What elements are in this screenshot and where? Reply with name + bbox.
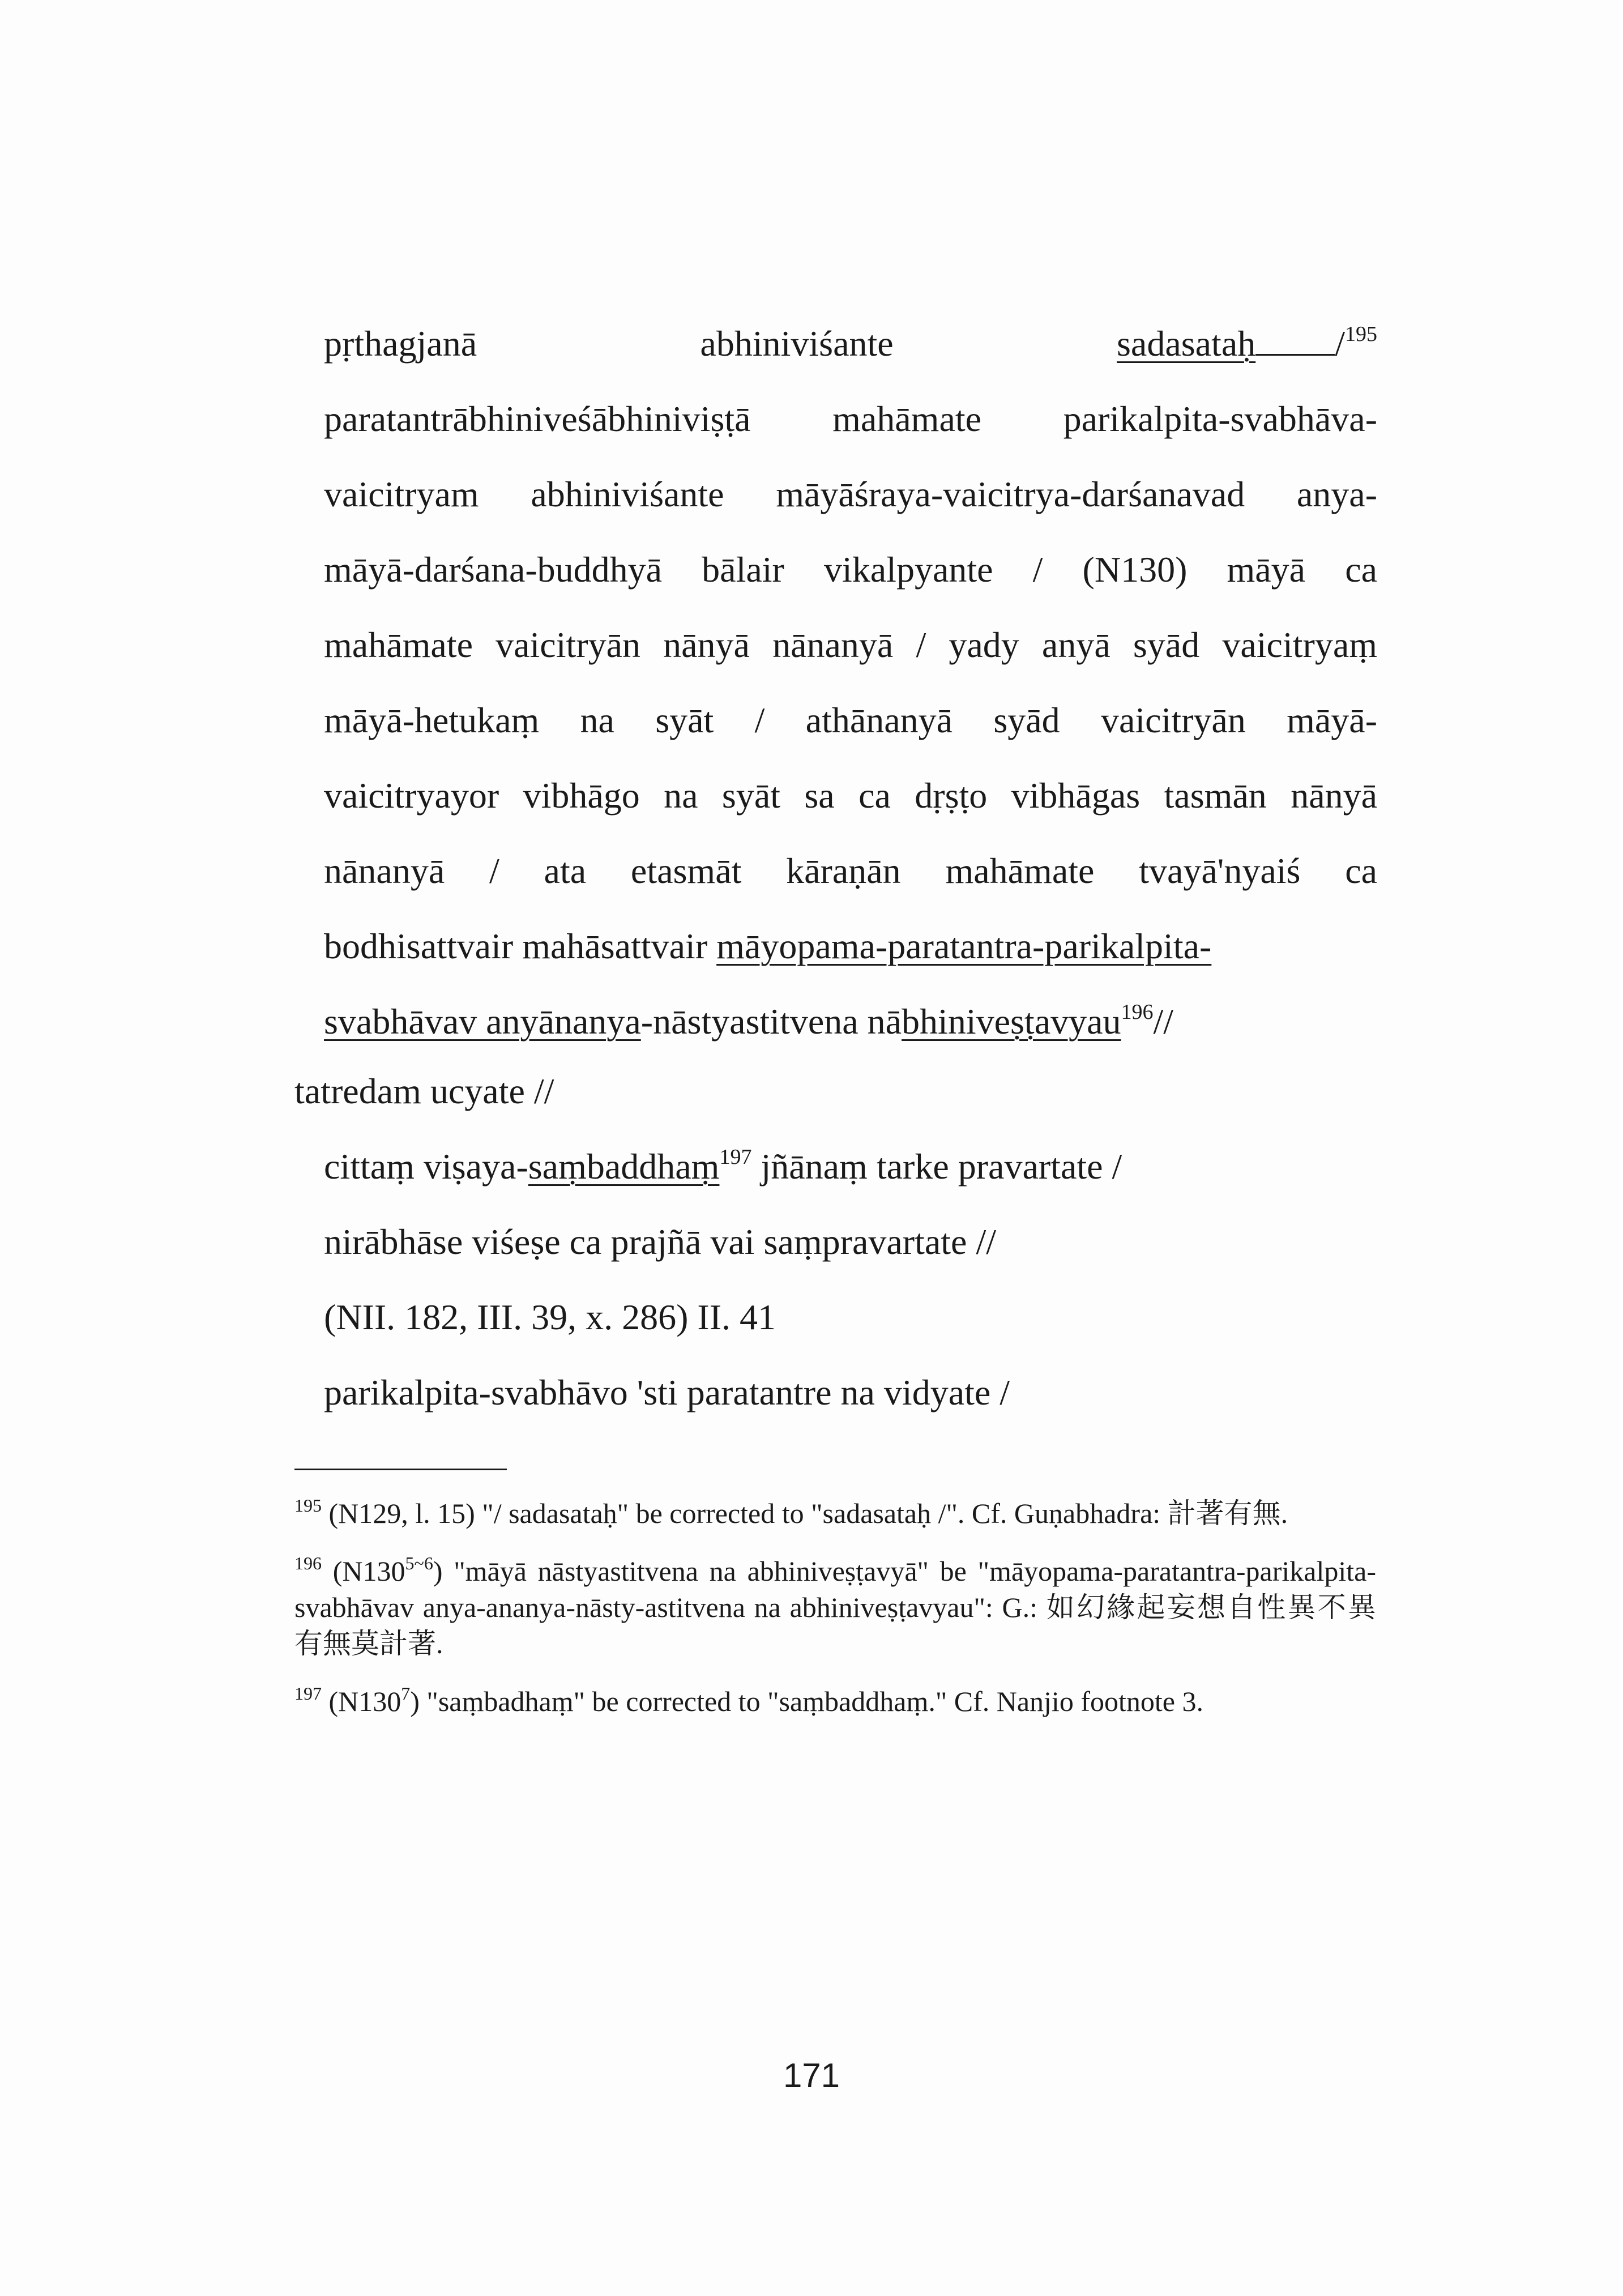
text-line: māyā-darśana-buddhyā bālair vikalpyante / (N130) māyā ca [324,549,1377,590]
page-number: 171 [783,2056,840,2094]
footnote-ref-lines: 5~6 [405,1553,433,1573]
footnote-text: ) "māyā nāstyastitvena na abhiniveṣṭavyā" be "māyopama-paratantra-parikalpita-svabhāvav anya-ananya-nāsty-astitvena na abhiniveṣṭavyau": G.: 如幻緣起妄想自性異不異有無莫計著. [294,1555,1376,1659]
text-run: cittaṃ viṣaya- [324,1146,528,1187]
text-line: mahāmate vaicitryān nānyā nānanyā / yady anyā syād vaicitryaṃ [324,625,1377,665]
word: pṛthagjanā [324,323,477,364]
underlined-compound: svabhāvav anyānanya [324,1001,641,1042]
text-run: jñānaṃ tarke pravartate / [751,1146,1122,1187]
underlined-compound: māyopama-paratantra-parikalpita- [716,926,1212,966]
text-line [324,908,1377,984]
verse-block [294,1053,1370,1430]
footnote-number: 195 [294,1495,322,1516]
danda: / [1335,323,1345,364]
footnote-196 [294,1553,1376,1662]
footnotes [294,1495,1376,1741]
verse-line: nirābhāse viśeṣe ca prajñā vai saṃpravartate // [324,1222,996,1262]
word: abhiniviśante [700,323,894,364]
text-line: vaicitryam abhiniviśante māyāśraya-vaicitrya-darśanavad anya- [324,474,1377,514]
underlined-word: saṃbaddhaṃ [528,1146,720,1187]
text-run: -nāstyastitvena nā [640,1001,902,1042]
double-danda: // [1153,1001,1174,1042]
footnote-text: (N129, l. 15) "/ sadasataḥ" be corrected to "sadasataḥ /". Cf. Guṇabhadra: 計著有無. [322,1497,1288,1529]
footnote-number: 196 [294,1553,322,1573]
footnote-text: ) "saṃbadhaṃ" be corrected to "saṃbaddhaṃ." Cf. Nanjio footnote 3. [410,1685,1203,1717]
text-line: nānanyā / ata etasmāt kāraṇān mahāmate tvayā'nyaiś ca [324,851,1377,891]
footnote-ref-195[interactable]: 195 [1345,322,1377,346]
footnote-ref-196[interactable]: 196 [1121,1000,1154,1024]
text-line: vaicitryayor vibhāgo na syāt sa ca dṛṣṭo vibhāgas tasmān nānyā [324,775,1377,816]
verse-line [294,1129,1370,1204]
text-line: paratantrābhiniveśābhiniviṣṭā mahāmate parikalpita-svabhāva- [324,399,1377,439]
footnote-197 [294,1683,1376,1719]
footnote-ref: (N130 [322,1685,402,1717]
text-line [324,984,1377,1059]
footnote-number: 197 [294,1683,322,1704]
footnote-ref-197[interactable]: 197 [719,1145,752,1169]
underline-gap [1255,322,1335,356]
footnote-divider [294,1469,507,1470]
verse-line: parikalpita-svabhāvo 'sti paratantre na vidyate / [324,1372,1010,1412]
main-text-block [324,306,1377,1059]
footnote-ref: (N130 [322,1555,405,1587]
underlined-compound: bhiniveṣṭavyau [902,1001,1121,1042]
footnote-ref-lines: 7 [401,1683,411,1704]
word-group [1117,306,1377,381]
text-line [324,306,1377,381]
footnote-195 [294,1495,1376,1531]
verse-reference: (NII. 182, III. 39, x. 286) II. 41 [324,1297,776,1337]
text-run: bodhisattvair mahāsattvair [324,926,717,966]
verse-intro: tatredam ucyate // [294,1071,554,1111]
underlined-word: sadasataḥ [1117,323,1256,364]
text-line: māyā-hetukaṃ na syāt / athānanyā syād vaicitryān māyā- [324,700,1377,740]
